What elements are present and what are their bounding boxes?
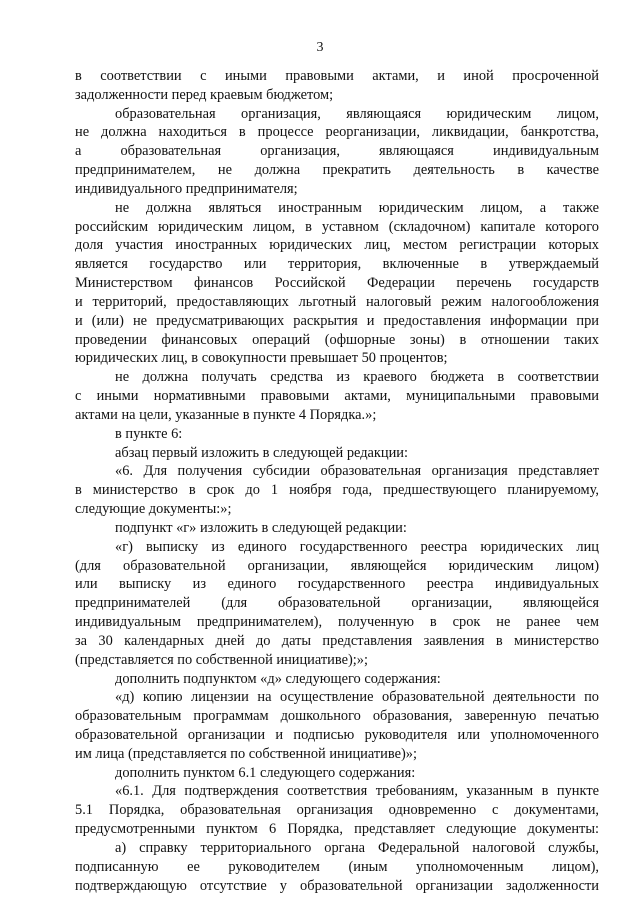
- text-line: задолженности перед краевым бюджетом;: [75, 86, 334, 103]
- text-line: актами на цели, указанные в пункте 4 Порядка.»;: [75, 406, 377, 423]
- text-line: образовательной организации и подписью руководителя или уполномоченного: [75, 726, 599, 743]
- text-line: а) справку территориального органа Федеральной налоговой службы,: [115, 839, 599, 856]
- text-line: дополнить подпунктом «д» следующего содержания:: [115, 670, 441, 687]
- text-line: образовательная организация, являющаяся юридическим лицом,: [115, 105, 599, 122]
- text-line: «г) выписку из единого государственного реестра юридических лиц: [115, 538, 599, 555]
- text-line: «6. Для получения субсидии образовательная организация представляет: [115, 463, 599, 480]
- text-line: является государство или территория, включенные в утверждаемый: [75, 256, 599, 273]
- text-line: не должна находиться в процессе реорганизации, ликвидации, банкротства,: [75, 124, 599, 141]
- text-line: предпринимателем, не должна прекратить деятельность в качестве: [75, 162, 599, 179]
- text-line: доля участия иностранных юридических лиц, местом регистрации которых: [75, 237, 599, 254]
- text-line: дополнить пунктом 6.1 следующего содержания:: [115, 764, 416, 781]
- text-line: подписанную ее руководителем (иным уполномоченным лицом),: [75, 858, 599, 875]
- text-line: предпринимателей (для образовательной организации, являющейся: [75, 595, 599, 612]
- text-line: Министерством финансов Российской Федерации перечень государств: [75, 275, 599, 292]
- text-line: 5.1 Порядка, образовательная организация одновременно с документами,: [75, 802, 599, 819]
- page-number: 3: [316, 40, 324, 55]
- text-line: в соответствии с иными правовыми актами, и иной просроченной: [75, 68, 599, 84]
- text-line: подтверждающую отсутствие у образовательной организации задолженности: [75, 877, 599, 894]
- text-line: не должна получать средства из краевого бюджета в соответствии: [115, 369, 599, 386]
- text-line: за 30 календарных дней до даты представления заявления в министерство: [75, 632, 599, 649]
- text-line: с иными нормативными правовыми актами, муниципальными правовыми: [75, 388, 599, 405]
- text-line: (представляется по собственной инициативе);»;: [75, 651, 368, 668]
- text-line: им лица (представляется по собственной инициативе)»;: [75, 745, 417, 762]
- text-line: проведении финансовых операций (офшорные зоны) в отношении таких: [75, 331, 599, 348]
- text-line: образовательным программам дошкольного образования, заверенную печатью: [75, 708, 599, 725]
- text-line: предусмотренными пунктом 6 Порядка, представляет следующие документы:: [75, 821, 599, 838]
- document-body: [75, 67, 599, 895]
- text-line: в министерство в срок до 1 ноября года, предшествующего планируемому,: [75, 482, 599, 499]
- text-line: «6.1. Для подтверждения соответствия требованиям, указанным в пункте: [115, 783, 599, 800]
- text-line: юридических лиц, в совокупности превышает 50 процентов;: [75, 350, 448, 367]
- text-line: а образовательная организация, являющаяся индивидуальным: [75, 143, 599, 160]
- text-line: абзац первый изложить в следующей редакции:: [115, 444, 409, 461]
- text-line: индивидуального предпринимателя;: [75, 180, 298, 197]
- text-line: и (или) не предусматривающих раскрытия и предоставления информации при: [75, 312, 599, 329]
- text-line: или выписку из единого государственного реестра индивидуальных: [75, 576, 599, 593]
- text-line: (для образовательной организации, являющейся юридическим лицом): [75, 557, 599, 574]
- text-line: в пункте 6:: [115, 425, 183, 442]
- text-line: подпункт «г» изложить в следующей редакции:: [115, 519, 407, 536]
- text-line: не должна являться иностранным юридическим лицом, а также: [115, 199, 599, 216]
- text-line: и территорий, предоставляющих льготный налоговый режим налогообложения: [75, 293, 599, 310]
- text-line: российским юридическим лицом, в уставном (складочном) капитале которого: [75, 218, 599, 235]
- text-line: «д) копию лицензии на осуществление образовательной деятельности по: [115, 689, 599, 706]
- text-line: индивидуальным предпринимателем), полученную в срок не ранее чем: [75, 614, 599, 631]
- text-line: следующие документы:»;: [75, 501, 232, 518]
